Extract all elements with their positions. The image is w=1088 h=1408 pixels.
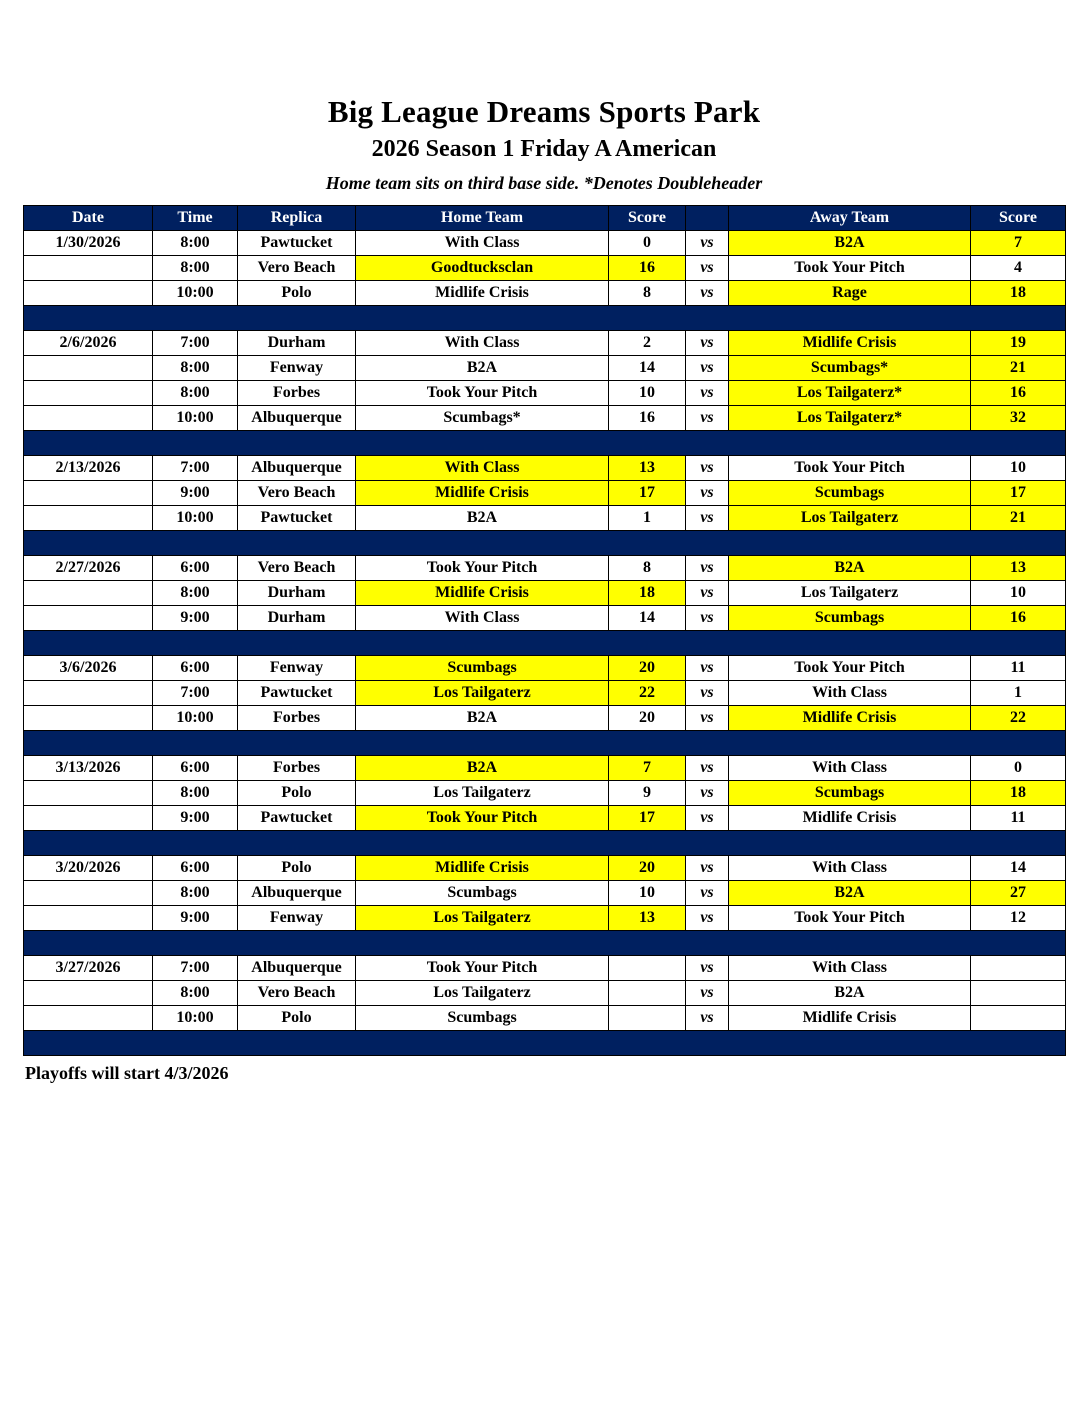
separator-bar [24,431,1066,456]
header-away-score: Score [971,206,1066,231]
home-team-cell: Goodtucksclan [356,256,609,281]
game-row [24,881,1066,906]
time-cell: 9:00 [153,906,238,931]
replica-cell: Albuquerque [238,881,356,906]
away-team-cell: Los Tailgaterz [729,581,971,606]
vs-label: vs [686,756,729,781]
game-row [24,281,1066,306]
replica-cell: Polo [238,781,356,806]
replica-cell: Polo [238,1006,356,1031]
away-score-cell: 4 [971,256,1066,281]
home-score-cell [609,956,686,981]
time-cell: 8:00 [153,356,238,381]
game-row [24,681,1066,706]
game-row [24,981,1066,1006]
away-score-cell: 18 [971,781,1066,806]
replica-cell: Vero Beach [238,481,356,506]
home-team-cell: Midlife Crisis [356,281,609,306]
date-cell [24,256,153,281]
date-cell [24,381,153,406]
date-cell [24,356,153,381]
away-team-cell: B2A [729,881,971,906]
time-cell: 8:00 [153,256,238,281]
home-score-cell: 0 [609,231,686,256]
game-row [24,506,1066,531]
date-cell: 3/20/2026 [24,856,153,881]
date-cell: 2/6/2026 [24,331,153,356]
home-team-cell: Took Your Pitch [356,556,609,581]
replica-cell: Vero Beach [238,981,356,1006]
game-row [24,706,1066,731]
time-cell: 6:00 [153,756,238,781]
time-cell: 9:00 [153,606,238,631]
time-cell: 8:00 [153,981,238,1006]
date-cell [24,481,153,506]
replica-cell: Albuquerque [238,406,356,431]
away-score-cell: 10 [971,581,1066,606]
vs-label: vs [686,806,729,831]
home-score-cell: 22 [609,681,686,706]
home-team-cell: Took Your Pitch [356,956,609,981]
away-team-cell: Midlife Crisis [729,1006,971,1031]
separator-bar [24,531,1066,556]
away-score-cell: 16 [971,606,1066,631]
replica-cell: Forbes [238,381,356,406]
home-team-cell: Los Tailgaterz [356,681,609,706]
separator-bar [24,931,1066,956]
home-team-cell: Los Tailgaterz [356,981,609,1006]
time-cell: 10:00 [153,406,238,431]
game-row [24,556,1066,581]
game-row [24,581,1066,606]
date-cell [24,606,153,631]
home-score-cell: 20 [609,656,686,681]
away-team-cell: With Class [729,681,971,706]
vs-label: vs [686,456,729,481]
home-team-cell: Los Tailgaterz [356,781,609,806]
time-cell: 6:00 [153,856,238,881]
time-cell: 10:00 [153,281,238,306]
away-team-cell: Los Tailgaterz* [729,381,971,406]
header-time: Time [153,206,238,231]
away-score-cell: 1 [971,681,1066,706]
home-team-cell: With Class [356,331,609,356]
away-score-cell: 21 [971,506,1066,531]
time-cell: 6:00 [153,656,238,681]
away-score-cell: 7 [971,231,1066,256]
date-cell [24,406,153,431]
vs-label: vs [686,781,729,806]
replica-cell: Durham [238,606,356,631]
table-header-row [24,206,1066,231]
away-team-cell: Scumbags [729,481,971,506]
home-team-cell: Midlife Crisis [356,856,609,881]
time-cell: 7:00 [153,956,238,981]
home-score-cell: 20 [609,856,686,881]
time-cell: 8:00 [153,381,238,406]
away-team-cell: With Class [729,756,971,781]
date-cell [24,281,153,306]
separator-bar [24,1031,1066,1056]
date-cell [24,506,153,531]
date-cell [24,781,153,806]
away-team-cell: B2A [729,231,971,256]
game-row [24,481,1066,506]
replica-cell: Polo [238,281,356,306]
game-row [24,606,1066,631]
home-score-cell: 16 [609,406,686,431]
game-row [24,781,1066,806]
home-score-cell: 10 [609,881,686,906]
date-cell: 3/27/2026 [24,956,153,981]
home-team-cell: Los Tailgaterz [356,906,609,931]
replica-cell: Pawtucket [238,506,356,531]
time-cell: 7:00 [153,456,238,481]
page-subtitle: 2026 Season 1 Friday A American [371,136,717,162]
away-team-cell: Scumbags [729,781,971,806]
replica-cell: Polo [238,856,356,881]
separator-row [24,306,1066,331]
vs-label: vs [686,981,729,1006]
home-team-cell: With Class [356,231,609,256]
home-score-cell: 13 [609,906,686,931]
away-score-cell [971,981,1066,1006]
home-score-cell [609,1006,686,1031]
time-cell: 10:00 [153,1006,238,1031]
playoffs-note: Playoffs will start 4/3/2026 [25,1063,229,1083]
vs-label: vs [686,556,729,581]
header-date: Date [24,206,153,231]
game-row [24,656,1066,681]
header-vs [686,206,729,231]
vs-label: vs [686,381,729,406]
away-team-cell: Took Your Pitch [729,656,971,681]
date-cell: 2/27/2026 [24,556,153,581]
away-team-cell: With Class [729,856,971,881]
vs-label: vs [686,606,729,631]
game-row [24,356,1066,381]
replica-cell: Fenway [238,356,356,381]
separator-row [24,1031,1066,1056]
vs-label: vs [686,881,729,906]
vs-label: vs [686,656,729,681]
time-cell: 10:00 [153,506,238,531]
game-row [24,856,1066,881]
vs-label: vs [686,1006,729,1031]
replica-cell: Vero Beach [238,256,356,281]
away-team-cell: Rage [729,281,971,306]
away-team-cell: With Class [729,956,971,981]
away-score-cell: 32 [971,406,1066,431]
date-cell [24,581,153,606]
separator-row [24,431,1066,456]
away-score-cell: 22 [971,706,1066,731]
home-team-cell: Scumbags [356,1006,609,1031]
date-cell [24,706,153,731]
replica-cell: Durham [238,581,356,606]
date-cell: 3/13/2026 [24,756,153,781]
away-score-cell: 12 [971,906,1066,931]
game-row [24,1006,1066,1031]
date-cell [24,806,153,831]
home-score-cell: 8 [609,556,686,581]
vs-label: vs [686,281,729,306]
game-row [24,231,1066,256]
vs-label: vs [686,356,729,381]
game-row [24,906,1066,931]
date-cell [24,981,153,1006]
vs-label: vs [686,331,729,356]
time-cell: 7:00 [153,331,238,356]
home-team-cell: Scumbags* [356,406,609,431]
home-score-cell: 7 [609,756,686,781]
home-team-cell: B2A [356,356,609,381]
replica-cell: Pawtucket [238,231,356,256]
date-cell: 1/30/2026 [24,231,153,256]
schedule-body [24,231,1066,1056]
separator-bar [24,631,1066,656]
time-cell: 8:00 [153,781,238,806]
separator-bar [24,731,1066,756]
away-score-cell: 11 [971,806,1066,831]
vs-label: vs [686,406,729,431]
header-home-team: Home Team [356,206,609,231]
vs-label: vs [686,481,729,506]
away-score-cell: 27 [971,881,1066,906]
header-away-team: Away Team [729,206,971,231]
away-team-cell: Scumbags* [729,356,971,381]
away-score-cell: 0 [971,756,1066,781]
separator-row [24,831,1066,856]
schedule-table [23,205,1066,1056]
game-row [24,406,1066,431]
vs-label: vs [686,906,729,931]
time-cell: 9:00 [153,806,238,831]
away-score-cell: 13 [971,556,1066,581]
away-score-cell: 17 [971,481,1066,506]
time-cell: 8:00 [153,581,238,606]
time-cell: 9:00 [153,481,238,506]
game-row [24,381,1066,406]
home-team-cell: Scumbags [356,881,609,906]
time-cell: 8:00 [153,231,238,256]
vs-label: vs [686,956,729,981]
home-score-cell: 18 [609,581,686,606]
home-team-cell: Scumbags [356,656,609,681]
separator-row [24,931,1066,956]
home-team-cell: Took Your Pitch [356,806,609,831]
away-team-cell: B2A [729,556,971,581]
away-team-cell: Took Your Pitch [729,906,971,931]
time-cell: 6:00 [153,556,238,581]
away-team-cell: Took Your Pitch [729,456,971,481]
vs-label: vs [686,681,729,706]
game-row [24,956,1066,981]
home-score-cell: 14 [609,356,686,381]
replica-cell: Pawtucket [238,806,356,831]
away-score-cell: 19 [971,331,1066,356]
home-score-cell: 1 [609,506,686,531]
home-team-cell: B2A [356,756,609,781]
home-score-cell: 13 [609,456,686,481]
home-score-cell: 10 [609,381,686,406]
away-score-cell [971,1006,1066,1031]
date-cell: 3/6/2026 [24,656,153,681]
home-score-cell: 20 [609,706,686,731]
game-row [24,256,1066,281]
header-replica: Replica [238,206,356,231]
date-cell [24,906,153,931]
home-score-cell: 16 [609,256,686,281]
vs-label: vs [686,231,729,256]
replica-cell: Albuquerque [238,456,356,481]
replica-cell: Durham [238,331,356,356]
separator-row [24,731,1066,756]
home-team-note: Home team sits on third base side. *Denotes Doubleheader [325,173,763,193]
away-score-cell: 16 [971,381,1066,406]
separator-row [24,631,1066,656]
separator-bar [24,306,1066,331]
home-team-cell: B2A [356,506,609,531]
time-cell: 7:00 [153,681,238,706]
home-score-cell: 9 [609,781,686,806]
away-score-cell [971,956,1066,981]
replica-cell: Fenway [238,656,356,681]
date-cell [24,881,153,906]
vs-label: vs [686,506,729,531]
home-score-cell: 17 [609,806,686,831]
away-score-cell: 10 [971,456,1066,481]
separator-bar [24,831,1066,856]
date-cell [24,681,153,706]
vs-label: vs [686,256,729,281]
game-row [24,456,1066,481]
home-score-cell: 2 [609,331,686,356]
home-team-cell: B2A [356,706,609,731]
home-team-cell: Midlife Crisis [356,581,609,606]
away-team-cell: Midlife Crisis [729,706,971,731]
home-score-cell: 17 [609,481,686,506]
replica-cell: Vero Beach [238,556,356,581]
separator-row [24,531,1066,556]
time-cell: 10:00 [153,706,238,731]
away-team-cell: Took Your Pitch [729,256,971,281]
game-row [24,331,1066,356]
replica-cell: Fenway [238,906,356,931]
page-title: Big League Dreams Sports Park [327,94,761,129]
time-cell: 8:00 [153,881,238,906]
home-score-cell: 14 [609,606,686,631]
home-team-cell: Midlife Crisis [356,481,609,506]
away-team-cell: Scumbags [729,606,971,631]
away-score-cell: 14 [971,856,1066,881]
game-row [24,756,1066,781]
vs-label: vs [686,706,729,731]
away-team-cell: Los Tailgaterz [729,506,971,531]
away-score-cell: 11 [971,656,1066,681]
home-team-cell: With Class [356,456,609,481]
replica-cell: Forbes [238,756,356,781]
away-team-cell: B2A [729,981,971,1006]
vs-label: vs [686,856,729,881]
date-cell [24,1006,153,1031]
replica-cell: Albuquerque [238,956,356,981]
away-team-cell: Midlife Crisis [729,331,971,356]
home-team-cell: Took Your Pitch [356,381,609,406]
replica-cell: Pawtucket [238,681,356,706]
date-cell: 2/13/2026 [24,456,153,481]
home-score-cell [609,981,686,1006]
home-team-cell: With Class [356,606,609,631]
replica-cell: Forbes [238,706,356,731]
vs-label: vs [686,581,729,606]
away-score-cell: 18 [971,281,1066,306]
away-score-cell: 21 [971,356,1066,381]
away-team-cell: Midlife Crisis [729,806,971,831]
home-score-cell: 8 [609,281,686,306]
game-row [24,806,1066,831]
away-team-cell: Los Tailgaterz* [729,406,971,431]
header-home-score: Score [609,206,686,231]
